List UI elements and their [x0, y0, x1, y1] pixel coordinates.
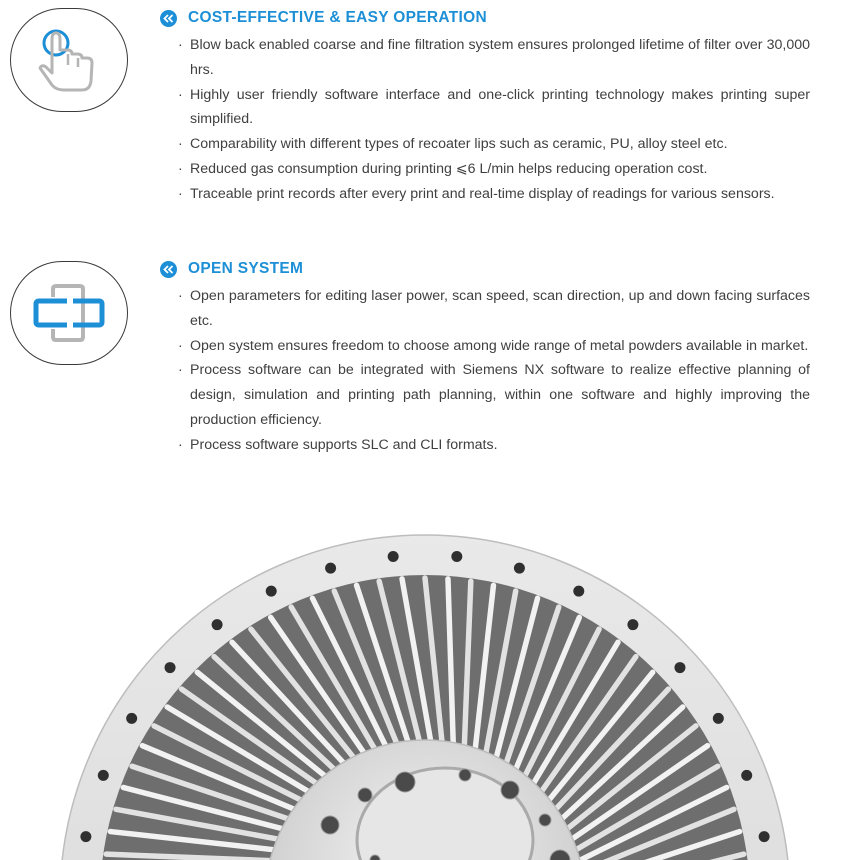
list-item: · Open parameters for editing laser power, scan speed, scan direction, up and down facing surfaces etc.: [178, 284, 810, 334]
double-chevron-left-icon: [160, 10, 177, 27]
heat-sink-image: [0, 510, 860, 860]
bullet-list-open: [178, 284, 810, 458]
list-item: · Highly user friendly software interface and one-click printing technology makes printing super simplified.: [178, 83, 810, 133]
double-chevron-left-icon: [160, 261, 177, 278]
rim-hole: [325, 563, 336, 574]
section-title-cost: [160, 9, 487, 27]
rim-hole: [266, 586, 277, 597]
rim-hole: [451, 551, 462, 562]
bullet-dot: ·: [178, 436, 183, 453]
rim-hole: [627, 619, 638, 630]
list-item: · Process software supports SLC and CLI formats.: [178, 433, 810, 458]
rim-hole: [573, 586, 584, 597]
bullet-dot: ·: [178, 37, 183, 53]
hub-hole: [539, 814, 551, 826]
bullet-dot: ·: [178, 288, 183, 304]
rim-hole: [98, 770, 109, 781]
hub-hole: [321, 816, 339, 834]
bullet-dot: ·: [178, 185, 183, 202]
rim-hole: [212, 619, 223, 630]
bullet-list-cost: [178, 33, 810, 207]
rim-hole: [126, 713, 137, 724]
hub-hole: [501, 781, 519, 799]
rim-hole: [514, 563, 525, 574]
rim-hole: [80, 831, 91, 842]
rim-hole: [713, 713, 724, 724]
list-item: · Reduced gas consumption during printing ⩽6 L/min helps reducing operation cost.: [178, 157, 810, 182]
hub-hole: [395, 772, 415, 792]
list-item: · Open system ensures freedom to choose among wide range of metal powders available in market.: [178, 334, 810, 359]
bullet-dot: ·: [178, 337, 183, 354]
section-title-open: [160, 260, 303, 278]
bullet-dot: ·: [178, 160, 183, 177]
touch-hand-icon: [10, 8, 128, 112]
hub-hole: [459, 769, 471, 781]
list-item: · Blow back enabled coarse and fine filtration system ensures prolonged lifetime of filter over 30,000 hrs.: [178, 33, 810, 83]
section-title-text: COST-EFFECTIVE & EASY OPERATION: [188, 9, 487, 26]
bullet-dot: ·: [178, 86, 183, 103]
section-title-text: OPEN SYSTEM: [188, 260, 304, 277]
bullet-dot: ·: [178, 136, 183, 153]
rim-hole: [741, 770, 752, 781]
hub-hole: [358, 788, 372, 802]
list-item: · Traceable print records after every print and real-time display of readings for various sensors.: [178, 182, 810, 207]
open-system-icon: [10, 261, 128, 365]
rim-hole: [674, 662, 685, 673]
rim-hole: [388, 551, 399, 562]
list-item: · Comparability with different types of recoater lips such as ceramic, PU, alloy steel etc.: [178, 132, 810, 157]
rim-hole: [759, 831, 770, 842]
bullet-dot: ·: [178, 362, 183, 379]
rim-hole: [165, 662, 176, 673]
list-item: · Process software can be integrated with Siemens NX software to realize effective planning of design, simulation and printing path planning, within one software and highly improving the production efficiency.: [178, 358, 810, 432]
